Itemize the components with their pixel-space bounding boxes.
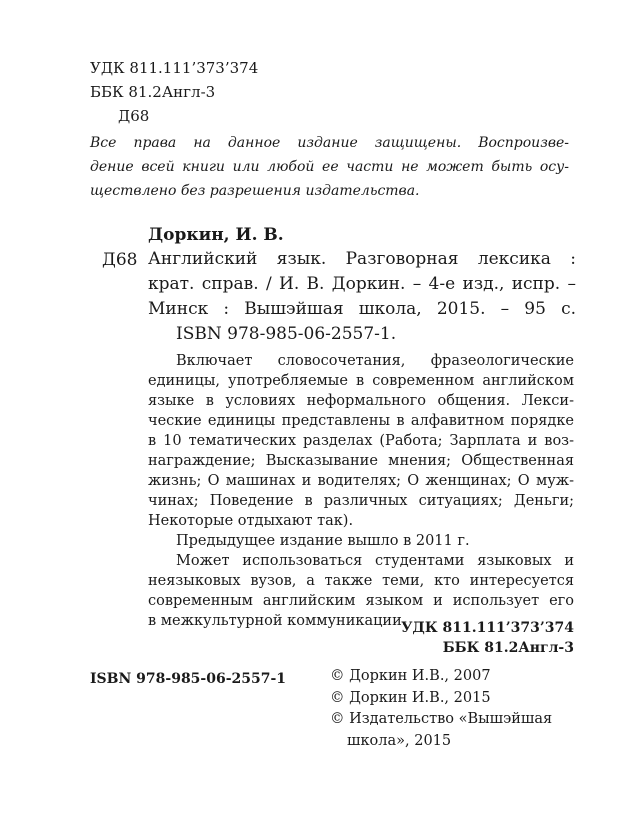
previous-edition-note: Предыдущее издание вышло в 2011 г. xyxy=(176,533,470,549)
summary-line: в межкультурной коммуникации. xyxy=(148,613,407,629)
bib-author-mark: Д68 xyxy=(102,250,138,270)
rights-line: ществлено без разрешения издательства. xyxy=(90,183,420,199)
summary-line: неязыковых вузов, а также теми, кто интересуется xyxy=(148,573,574,589)
summary-line: Некоторые отдыхают так). xyxy=(148,513,354,529)
author-mark: Д68 xyxy=(118,107,150,125)
bib-line: Минск : Вышэйшая школа, 2015. – 95 с. xyxy=(148,299,576,319)
udk-code-bold: УДК 811.111’373’374 xyxy=(401,620,574,636)
copyright-line: школа», 2015 xyxy=(347,732,452,749)
summary-line: жизнь; О машинах и водителях; О женщинах; О муж- xyxy=(148,473,574,489)
summary-line: Может использоваться студентами языковых и xyxy=(176,553,574,569)
bibliographic-description xyxy=(148,247,576,347)
summary-line: в 10 тематических разделах (Работа; Зарплата и воз- xyxy=(148,433,574,449)
copyright-line: © Доркин И.В., 2007 xyxy=(330,668,491,684)
rights-line: Все права на данное издание защищены. Воспроизве- xyxy=(90,135,569,151)
bbk-code: ББК 81.2Англ-3 xyxy=(90,83,216,101)
summary-line: современным английским языком и использует его xyxy=(148,593,574,609)
summary-line: Включает словосочетания, фразеологические xyxy=(176,353,574,369)
isbn: ISBN 978-985-06-2557-1 xyxy=(90,671,287,687)
bib-line: крат. справ. / И. В. Доркин. – 4-е изд., испр. – xyxy=(148,274,576,294)
rights-line: дение всей книги или любой ее части не может быть осу- xyxy=(90,159,569,175)
copyright-line: © Издательство «Вышэйшая xyxy=(330,711,553,727)
summary-line: чинах; Поведение в различных ситуациях; Деньги; xyxy=(148,493,574,509)
copyright-block xyxy=(330,666,552,752)
copyright-line: © Доркин И.В., 2015 xyxy=(330,689,491,706)
bib-isbn-line: ISBN 978-985-06-2557-1. xyxy=(176,324,397,344)
summary-line: единицы, употребляемые в современном английском xyxy=(148,373,574,389)
classification-block xyxy=(401,618,574,658)
author-name: Доркин, И. В. xyxy=(148,225,284,245)
summary-line: ческие единицы представлены в алфавитном порядке xyxy=(148,413,574,429)
rights-notice xyxy=(90,131,569,203)
bbk-code-bold: ББК 81.2Англ-3 xyxy=(442,640,574,656)
udk-code: УДК 811.111’373’374 xyxy=(90,59,259,77)
bib-line: Английский язык. Разговорная лексика : xyxy=(148,249,576,269)
annotation xyxy=(148,351,574,631)
summary-line: языке в условиях неформального общения. Лекси- xyxy=(148,393,574,409)
summary-line: награждение; Высказывание мнения; Общественная xyxy=(148,453,574,469)
